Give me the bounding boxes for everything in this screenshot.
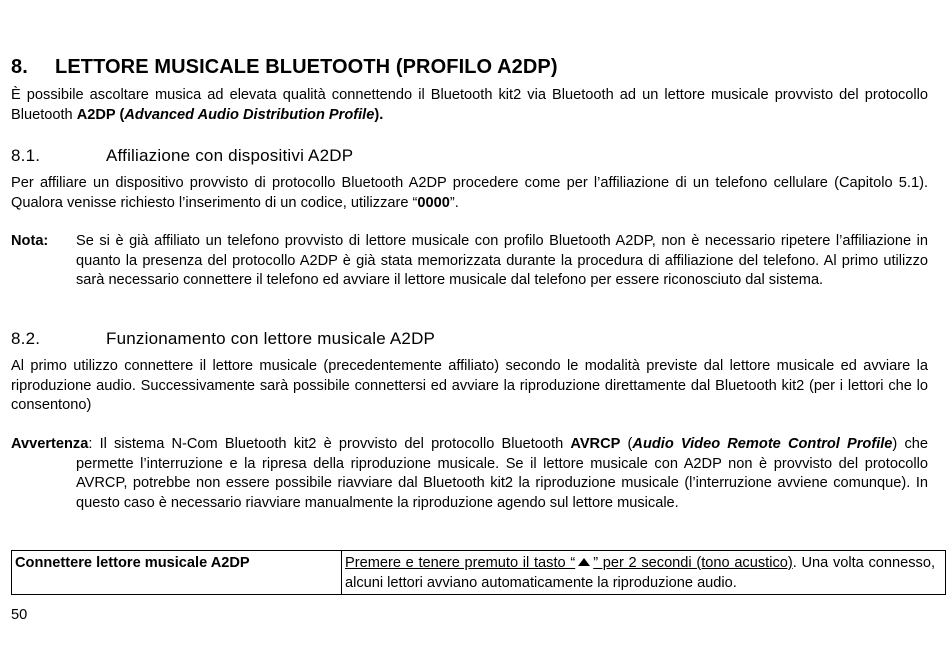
up-arrow-key-icon: [578, 558, 590, 566]
section-heading: [11, 56, 558, 79]
warning-label: Avvertenza: [11, 436, 89, 452]
section-number: 8.: [11, 56, 28, 78]
function-description-cell: Premere e tenere premuto il tasto “ ” per 2 secondi (tono acustico). Una volta connesso, alcuni lettori avviano automaticamente la riproduzione audio.: [342, 551, 946, 595]
subsection-heading-8-1: 8.1. Affiliazione con dispositivi A2DP: [11, 146, 354, 165]
function-name-cell: Connettere lettore musicale A2DP: [12, 551, 342, 595]
warning-block: Avvertenza: Il sistema N-Com Bluetooth kit2 è provvisto del protocollo Bluetooth AVRCP (Audio Video Remote Control Profile) che permette l’interruzione e la ripresa della riproduzione musicale. Se il lettore musicale con A2DP non è provvisto del protocollo AVRCP, potrebbe non essere possibile riavviare dal Bluetooth kit2 la riproduzione musicale (l’interruzione avviene comunque). In questo caso è necessario riavviare manualmente la riproduzione agendo sul lettore musicale.: [11, 436, 928, 511]
note-text: Se si è già affiliato un telefono provvisto di lettore musicale con profilo Bluetooth A2DP, non è necessario ripetere l’affiliazione in quanto la presenza del protocollo A2DP è già stata memorizzata durante la procedura di affiliazione del telefono. Al primo utilizzo sarà necessario connettere il telefono ed avviare il lettore musicale dal telefono per essere riconosciuto dal sistema.: [76, 233, 928, 288]
subsection-8-2-text: Al primo utilizzo connettere il lettore musicale (precedentemente affiliato) secondo le modalità previste dal lettore musicale ed avviare la riproduzione audio. Successivamente sarà possibile connettersi ed avviare la riproduzione direttamente dal Bluetooth kit2 (per i lettori che lo consentono): [11, 358, 928, 413]
note-label: Nota:: [11, 233, 49, 249]
section-title: LETTORE MUSICALE BLUETOOTH (PROFILO A2DP): [55, 56, 558, 78]
subsection-heading-8-2: 8.2. Funzionamento con lettore musicale A2DP: [11, 329, 436, 348]
function-table: [11, 550, 946, 595]
table-row: [12, 551, 946, 595]
subsection-8-1-text: Per affiliare un dispositivo provvisto di protocollo Bluetooth A2DP procedere come per l’affiliazione di un telefono cellulare (Capitolo 5.1). Qualora venisse richiesto l’inserimento di un codice, utilizzare “0000”.: [11, 175, 928, 211]
note-block: [11, 232, 928, 291]
section-intro: È possibile ascoltare musica ad elevata qualità connettendo il Bluetooth kit2 via Bluetooth ad un lettore musicale provvisto del protocollo Bluetooth A2DP (Advanced Audio Distribution Profile).: [11, 87, 928, 123]
page-number: 50: [11, 607, 28, 623]
